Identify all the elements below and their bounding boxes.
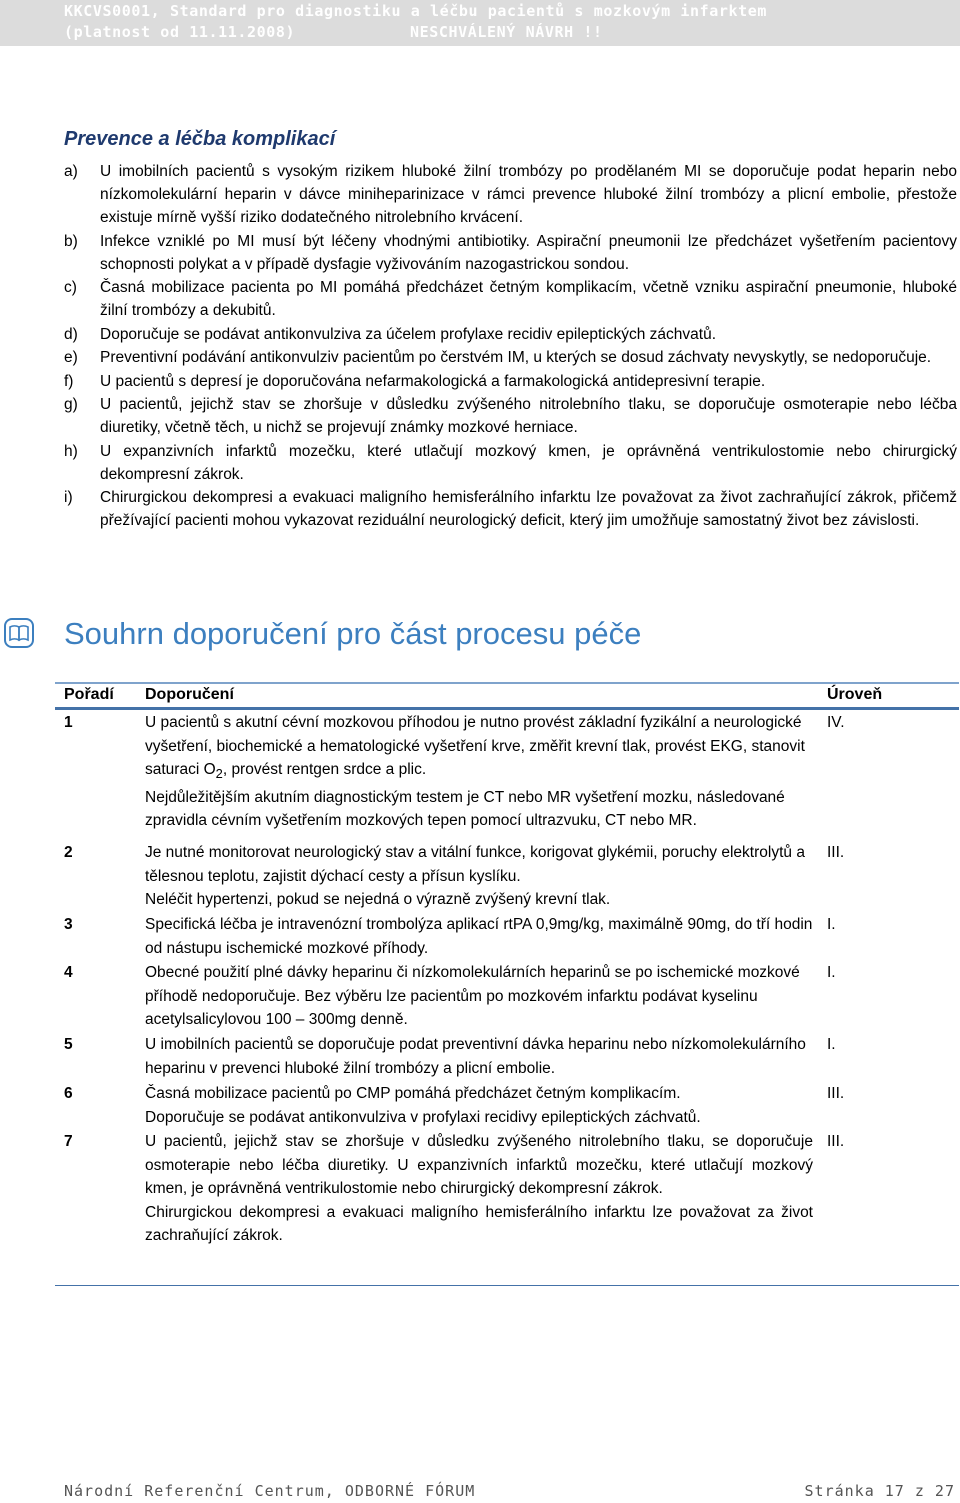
list-text: U pacientů, jejichž stav se zhoršuje v důsledku zvýšeného nitrolebního tlaku, se doporučuje osmoterapie nebo léčba diuretiky, včetně těch, u nichž se projevují známky mozkové herniace. xyxy=(100,396,957,436)
list-marker: i) xyxy=(64,489,73,506)
header-validity: (platnost od 11.11.2008) xyxy=(64,23,296,41)
row-number: 7 xyxy=(64,1133,73,1150)
table-row xyxy=(55,961,959,1033)
row-level: III. xyxy=(827,844,845,861)
row-text: Chirurgickou dekompresi a evakuaci maligního hemisferálního infarktu lze považovat za život zachraňující zákrok. xyxy=(145,1203,813,1244)
list-item xyxy=(64,440,957,486)
row-text: U imobilních pacientů se doporučuje podat preventivní dávka heparinu nebo nízkomolekulárního heparinu v prevenci hluboké žilní trombózy a plicní embolie. xyxy=(145,1036,806,1077)
column-header-recommendation: Doporučení xyxy=(145,686,234,703)
row-recommendation xyxy=(145,961,813,1032)
table-top-rule xyxy=(55,682,959,684)
row-text: Je nutné monitorovat neurologický stav a vitální funkce, korigovat glykémii, poruchy elektrolytů a tělesnou teplotu, zajistit dýchací cesty a přísun kyslíku. xyxy=(145,844,805,885)
list-item xyxy=(64,370,957,393)
complications-list xyxy=(64,160,957,533)
list-marker: d) xyxy=(64,325,78,343)
row-recommendation xyxy=(145,841,813,912)
table-bottom-rule xyxy=(55,1285,959,1286)
list-marker: b) xyxy=(64,232,78,250)
list-text: Infekce vzniklé po MI musí být léčeny vhodnými antibiotiky. Aspirační pneumonii lze předcházet vyšetřením pacientovy schopnosti polykat a v případě dysfagie vyživováním nazogastrickou sondou. xyxy=(100,232,957,273)
row-text: Obecné použití plné dávky heparinu či nízkomolekulárních heparinů se po ischemické mozkové příhodě nedoporučuje. Bez výběru lze pacientům po mozkovém infarktu podávat kyselinu acetylsalicylovou 100 – 300mg denně. xyxy=(145,964,800,1028)
row-text: Nejdůležitějším akutním diagnostickým testem je CT nebo MR vyšetření mozku, následované zpravidla cévním vyšetřením mozkových tepen pomocí ultrazvuku, CT nebo MR. xyxy=(145,788,785,830)
column-header-order: Pořadí xyxy=(64,686,114,703)
list-marker: f) xyxy=(64,372,74,390)
row-level: I. xyxy=(827,916,836,933)
table-row xyxy=(55,841,959,913)
list-item xyxy=(64,230,957,276)
row-text-part: U pacientů s akutní cévní mozkovou příhodou je nutno provést základní fyzikální a neurologické vyšetření, biochemické a hematologické vyšetření krve, změřit krevní tlak, provést EKG, stanovit saturaci O xyxy=(145,714,805,778)
row-text: Neléčit hypertenzi, pokud se nejedná o výrazně zvýšený krevní tlak. xyxy=(145,891,611,908)
table-row xyxy=(55,1130,959,1275)
summary-heading: Souhrn doporučení pro část procesu péče xyxy=(64,616,642,651)
header-document-title: KKCVS0001, Standard pro diagnostiku a léčbu pacientů s mozkovým infarktem xyxy=(64,2,768,20)
list-item xyxy=(64,323,957,346)
list-text: Chirurgickou dekompresi a evakuaci maligního hemisferálního infarktu lze považovat za život zachraňující zákrok, přičemž přežívající pacienti mohou vykazovat reziduální neurologický deficit, který jim umožňuje samostatný život bez závislosti. xyxy=(100,489,957,529)
row-text-part: , provést rentgen srdce a plic. xyxy=(222,761,427,778)
table-header-rule xyxy=(55,707,959,710)
list-item xyxy=(64,393,957,439)
row-text: Časná mobilizace pacientů po CMP pomáhá předcházet četným komplikacím. xyxy=(145,1085,681,1102)
list-item xyxy=(64,486,957,532)
row-number: 5 xyxy=(64,1036,73,1053)
list-marker: g) xyxy=(64,396,78,413)
row-level: I. xyxy=(827,1036,836,1053)
row-text xyxy=(145,711,813,786)
row-recommendation xyxy=(145,1130,813,1248)
list-item xyxy=(64,276,957,322)
table-row xyxy=(55,1033,959,1082)
row-number: 3 xyxy=(64,916,73,933)
row-text: Specifická léčba je intravenózní trombolýza aplikací rtPA 0,9mg/kg, maximálně 90mg, do tří hodin od nástupu ischemické mozkové příhody. xyxy=(145,916,813,957)
list-marker: h) xyxy=(64,442,78,460)
list-text: U pacientů s depresí je doporučována nefarmakologická a farmakologická antidepresivní terapie. xyxy=(100,372,766,390)
row-number: 1 xyxy=(64,714,73,731)
list-text: Doporučuje se podávat antikonvulziva za účelem profylaxe recidiv epileptických záchvatů. xyxy=(100,325,717,343)
list-marker: e) xyxy=(64,349,78,366)
list-text: U expanzivních infarktů mozečku, které utlačují mozkový kmen, je oprávněná ventrikulostomie nebo chirurgický dekompresní zákrok. xyxy=(100,442,957,483)
row-number: 4 xyxy=(64,964,73,981)
row-number: 6 xyxy=(64,1085,73,1102)
list-item xyxy=(64,346,957,369)
row-number: 2 xyxy=(64,844,73,861)
header-status: NESCHVÁLENÝ NÁVRH !! xyxy=(410,23,603,41)
column-header-level: Úroveň xyxy=(827,686,883,703)
list-text: Časná mobilizace pacienta po MI pomáhá předcházet četným komplikacím, včetně vzniku aspirační pneumonie, hluboké žilní trombózy a dekubitů. xyxy=(100,279,957,319)
book-icon xyxy=(4,618,34,648)
row-text: U pacientů, jejichž stav se zhoršuje v důsledku zvýšeného nitrolebního tlaku, se doporučuje osmoterapie nebo léčba diuretiky. U expanzivních infarktů mozečku, které utlačují mozkový kmen, je oprávněná ventrikulostomie nebo chirurgický dekompresní zákrok. xyxy=(145,1133,813,1197)
row-text-subscript: 2 xyxy=(215,766,223,782)
row-recommendation xyxy=(145,1082,813,1129)
row-level: IV. xyxy=(827,714,845,731)
row-text: Doporučuje se podávat antikonvulziva v profylaxi recidivy epileptických záchvatů. xyxy=(145,1108,701,1126)
list-marker: c) xyxy=(64,279,77,296)
row-level: I. xyxy=(827,964,836,981)
row-recommendation xyxy=(145,1033,813,1080)
table-row xyxy=(55,913,959,961)
footer-organization: Národní Referenční Centrum, ODBORNÉ FÓRUM xyxy=(64,1482,476,1500)
list-text: Preventivní podávání antikonvulziv pacientům po čerstvém IM, u kterých se dosud záchvaty nevyskytly, se nedoporučuje. xyxy=(100,349,932,366)
list-text: U imobilních pacientů s vysokým rizikem hluboké žilní trombózy po prodělaném MI se doporučuje podat heparin nebo nízkomolekulární heparin v dávce miniheparinizace v rámci prevence hluboké žilní trombózy a plicní embolie, přestože existuje mírně vyšší riziko dodatečného nitrolebního krvácení. xyxy=(100,163,957,226)
footer-page-number: Stránka 17 z 27 xyxy=(804,1482,955,1500)
row-level: III. xyxy=(827,1133,845,1150)
row-recommendation xyxy=(145,711,813,833)
table-body xyxy=(55,711,959,1275)
table-row xyxy=(55,711,959,841)
row-recommendation xyxy=(145,913,813,960)
section-title-complications: Prevence a léčba komplikací xyxy=(64,128,336,150)
table-row xyxy=(55,1082,959,1130)
page-header xyxy=(0,0,960,46)
row-level: III. xyxy=(827,1085,845,1102)
list-item xyxy=(64,160,957,229)
list-marker: a) xyxy=(64,163,78,180)
